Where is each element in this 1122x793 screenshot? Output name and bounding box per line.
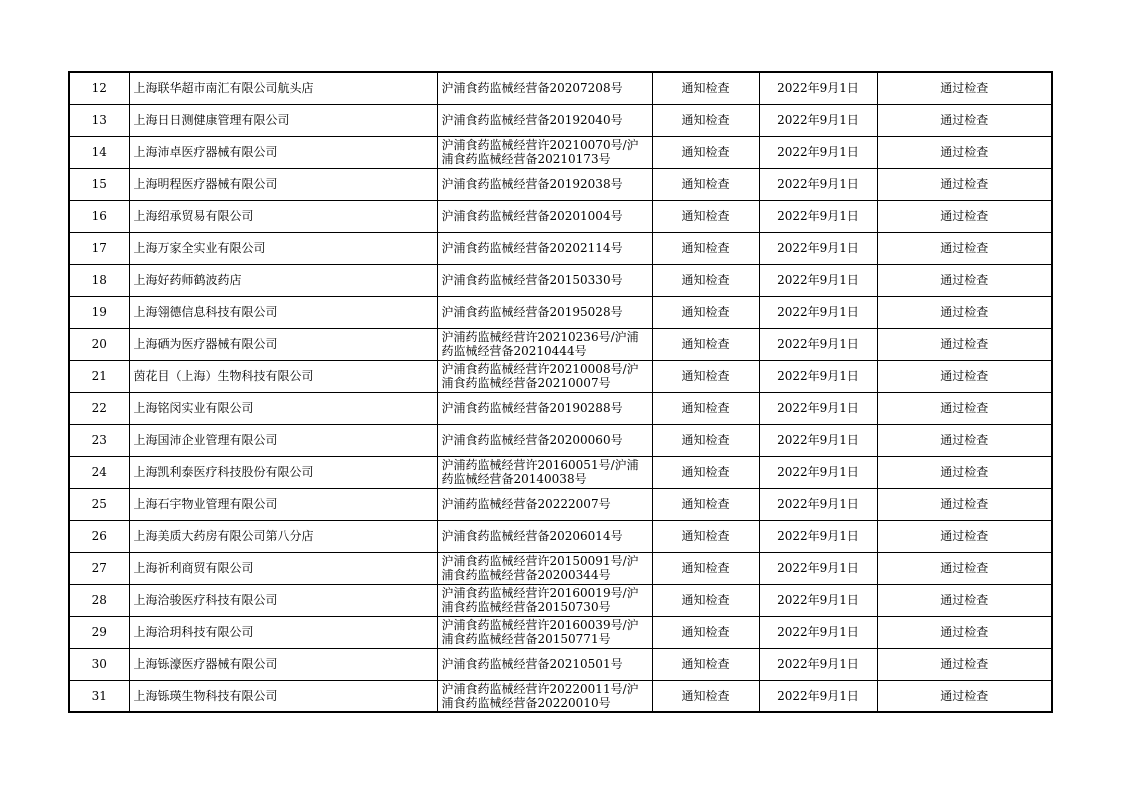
- inspection-date: 2022年9月1日: [759, 168, 877, 200]
- inspection-type: 通知检查: [652, 648, 759, 680]
- row-number: 17: [69, 232, 129, 264]
- row-number: 31: [69, 680, 129, 712]
- company-name: 上海铄濠医疗器械有限公司: [129, 648, 437, 680]
- company-name: 茵花目（上海）生物科技有限公司: [129, 360, 437, 392]
- license-number: 沪浦食药监械经营备20207208号: [437, 72, 652, 104]
- inspection-result: 通过检查: [877, 680, 1052, 712]
- inspection-result: 通过检查: [877, 168, 1052, 200]
- license-number: 沪浦食药监械经营备20201004号: [437, 200, 652, 232]
- row-number: 25: [69, 488, 129, 520]
- inspection-date: 2022年9月1日: [759, 296, 877, 328]
- inspection-result: 通过检查: [877, 520, 1052, 552]
- license-number: 沪浦食药监械经营许20220011号/沪浦食药监械经营备20220010号: [437, 680, 652, 712]
- inspection-type: 通知检查: [652, 296, 759, 328]
- company-name: 上海翎德信息科技有限公司: [129, 296, 437, 328]
- license-number: 沪浦食药监械经营备20150330号: [437, 264, 652, 296]
- inspection-result: 通过检查: [877, 648, 1052, 680]
- table-row: [69, 680, 1052, 712]
- table-body: [69, 72, 1052, 712]
- inspection-type: 通知检查: [652, 424, 759, 456]
- table-row: [69, 616, 1052, 648]
- inspection-result: 通过检查: [877, 264, 1052, 296]
- inspection-result: 通过检查: [877, 456, 1052, 488]
- row-number: 27: [69, 552, 129, 584]
- inspection-type: 通知检查: [652, 264, 759, 296]
- inspection-date: 2022年9月1日: [759, 424, 877, 456]
- row-number: 21: [69, 360, 129, 392]
- row-number: 30: [69, 648, 129, 680]
- company-name: 上海洽玥科技有限公司: [129, 616, 437, 648]
- inspection-table: [68, 71, 1053, 713]
- inspection-type: 通知检查: [652, 520, 759, 552]
- license-number: 沪浦食药监械经营许20210070号/沪浦食药监械经营备20210173号: [437, 136, 652, 168]
- company-name: 上海硒为医疗器械有限公司: [129, 328, 437, 360]
- row-number: 15: [69, 168, 129, 200]
- inspection-date: 2022年9月1日: [759, 360, 877, 392]
- inspection-date: 2022年9月1日: [759, 616, 877, 648]
- inspection-result: 通过检查: [877, 72, 1052, 104]
- table-row: [69, 328, 1052, 360]
- table-row: [69, 264, 1052, 296]
- license-number: 沪浦食药监械经营备20200060号: [437, 424, 652, 456]
- row-number: 26: [69, 520, 129, 552]
- row-number: 29: [69, 616, 129, 648]
- company-name: 上海凯利泰医疗科技股份有限公司: [129, 456, 437, 488]
- inspection-result: 通过检查: [877, 552, 1052, 584]
- license-number: 沪浦药监械经营备20222007号: [437, 488, 652, 520]
- table-row: [69, 168, 1052, 200]
- inspection-date: 2022年9月1日: [759, 584, 877, 616]
- inspection-type: 通知检查: [652, 456, 759, 488]
- inspection-type: 通知检查: [652, 680, 759, 712]
- inspection-type: 通知检查: [652, 616, 759, 648]
- row-number: 16: [69, 200, 129, 232]
- row-number: 23: [69, 424, 129, 456]
- license-number: 沪浦食药监械经营许20210008号/沪浦食药监械经营备20210007号: [437, 360, 652, 392]
- table-row: [69, 200, 1052, 232]
- company-name: 上海沛卓医疗器械有限公司: [129, 136, 437, 168]
- inspection-date: 2022年9月1日: [759, 648, 877, 680]
- inspection-date: 2022年9月1日: [759, 264, 877, 296]
- inspection-result: 通过检查: [877, 104, 1052, 136]
- inspection-type: 通知检查: [652, 392, 759, 424]
- row-number: 14: [69, 136, 129, 168]
- inspection-result: 通过检查: [877, 488, 1052, 520]
- table-row: [69, 72, 1052, 104]
- inspection-type: 通知检查: [652, 104, 759, 136]
- inspection-date: 2022年9月1日: [759, 72, 877, 104]
- inspection-date: 2022年9月1日: [759, 680, 877, 712]
- table-row: [69, 424, 1052, 456]
- license-number: 沪浦食药监械经营许20150091号/沪浦食药监械经营备20200344号: [437, 552, 652, 584]
- inspection-type: 通知检查: [652, 72, 759, 104]
- company-name: 上海联华超市南汇有限公司航头店: [129, 72, 437, 104]
- table-row: [69, 520, 1052, 552]
- inspection-result: 通过检查: [877, 200, 1052, 232]
- company-name: 上海铭闵实业有限公司: [129, 392, 437, 424]
- license-number: 沪浦食药监械经营备20190288号: [437, 392, 652, 424]
- row-number: 22: [69, 392, 129, 424]
- inspection-date: 2022年9月1日: [759, 392, 877, 424]
- inspection-result: 通过检查: [877, 360, 1052, 392]
- company-name: 上海好药师鹤波药店: [129, 264, 437, 296]
- inspection-type: 通知检查: [652, 168, 759, 200]
- inspection-result: 通过检查: [877, 232, 1052, 264]
- license-number: 沪浦食药监械经营备20206014号: [437, 520, 652, 552]
- table-row: [69, 456, 1052, 488]
- row-number: 13: [69, 104, 129, 136]
- inspection-result: 通过检查: [877, 424, 1052, 456]
- license-number: 沪浦食药监械经营许20160039号/沪浦食药监械经营备20150771号: [437, 616, 652, 648]
- row-number: 24: [69, 456, 129, 488]
- inspection-result: 通过检查: [877, 136, 1052, 168]
- company-name: 上海日日测健康管理有限公司: [129, 104, 437, 136]
- company-name: 上海石宇物业管理有限公司: [129, 488, 437, 520]
- company-name: 上海国沛企业管理有限公司: [129, 424, 437, 456]
- table-row: [69, 360, 1052, 392]
- inspection-result: 通过检查: [877, 584, 1052, 616]
- table-row: [69, 584, 1052, 616]
- license-number: 沪浦食药监械经营备20210501号: [437, 648, 652, 680]
- company-name: 上海祈利商贸有限公司: [129, 552, 437, 584]
- inspection-date: 2022年9月1日: [759, 456, 877, 488]
- inspection-date: 2022年9月1日: [759, 200, 877, 232]
- inspection-date: 2022年9月1日: [759, 488, 877, 520]
- inspection-result: 通过检查: [877, 328, 1052, 360]
- company-name: 上海洽骏医疗科技有限公司: [129, 584, 437, 616]
- table-row: [69, 232, 1052, 264]
- inspection-type: 通知检查: [652, 360, 759, 392]
- company-name: 上海万家全实业有限公司: [129, 232, 437, 264]
- inspection-date: 2022年9月1日: [759, 552, 877, 584]
- row-number: 12: [69, 72, 129, 104]
- inspection-type: 通知检查: [652, 328, 759, 360]
- company-name: 上海明程医疗器械有限公司: [129, 168, 437, 200]
- row-number: 28: [69, 584, 129, 616]
- license-number: 沪浦食药监械经营备20195028号: [437, 296, 652, 328]
- inspection-date: 2022年9月1日: [759, 136, 877, 168]
- table-row: [69, 648, 1052, 680]
- inspection-type: 通知检查: [652, 488, 759, 520]
- table-row: [69, 552, 1052, 584]
- row-number: 18: [69, 264, 129, 296]
- row-number: 20: [69, 328, 129, 360]
- company-name: 上海美质大药房有限公司第八分店: [129, 520, 437, 552]
- table-row: [69, 104, 1052, 136]
- inspection-date: 2022年9月1日: [759, 104, 877, 136]
- company-name: 上海铄瑛生物科技有限公司: [129, 680, 437, 712]
- company-name: 上海绍承贸易有限公司: [129, 200, 437, 232]
- table-row: [69, 392, 1052, 424]
- row-number: 19: [69, 296, 129, 328]
- inspection-date: 2022年9月1日: [759, 232, 877, 264]
- license-number: 沪浦食药监械经营备20192038号: [437, 168, 652, 200]
- inspection-type: 通知检查: [652, 200, 759, 232]
- inspection-result: 通过检查: [877, 296, 1052, 328]
- inspection-type: 通知检查: [652, 136, 759, 168]
- inspection-date: 2022年9月1日: [759, 328, 877, 360]
- inspection-type: 通知检查: [652, 552, 759, 584]
- license-number: 沪浦食药监械经营许20160019号/沪浦食药监械经营备20150730号: [437, 584, 652, 616]
- inspection-type: 通知检查: [652, 584, 759, 616]
- inspection-result: 通过检查: [877, 392, 1052, 424]
- license-number: 沪浦食药监械经营备20202114号: [437, 232, 652, 264]
- inspection-result: 通过检查: [877, 616, 1052, 648]
- table-row: [69, 296, 1052, 328]
- license-number: 沪浦药监械经营许20160051号/沪浦药监械经营备20140038号: [437, 456, 652, 488]
- license-number: 沪浦食药监械经营备20192040号: [437, 104, 652, 136]
- table-row: [69, 488, 1052, 520]
- inspection-date: 2022年9月1日: [759, 520, 877, 552]
- license-number: 沪浦药监械经营许20210236号/沪浦药监械经营备20210444号: [437, 328, 652, 360]
- table-row: [69, 136, 1052, 168]
- inspection-type: 通知检查: [652, 232, 759, 264]
